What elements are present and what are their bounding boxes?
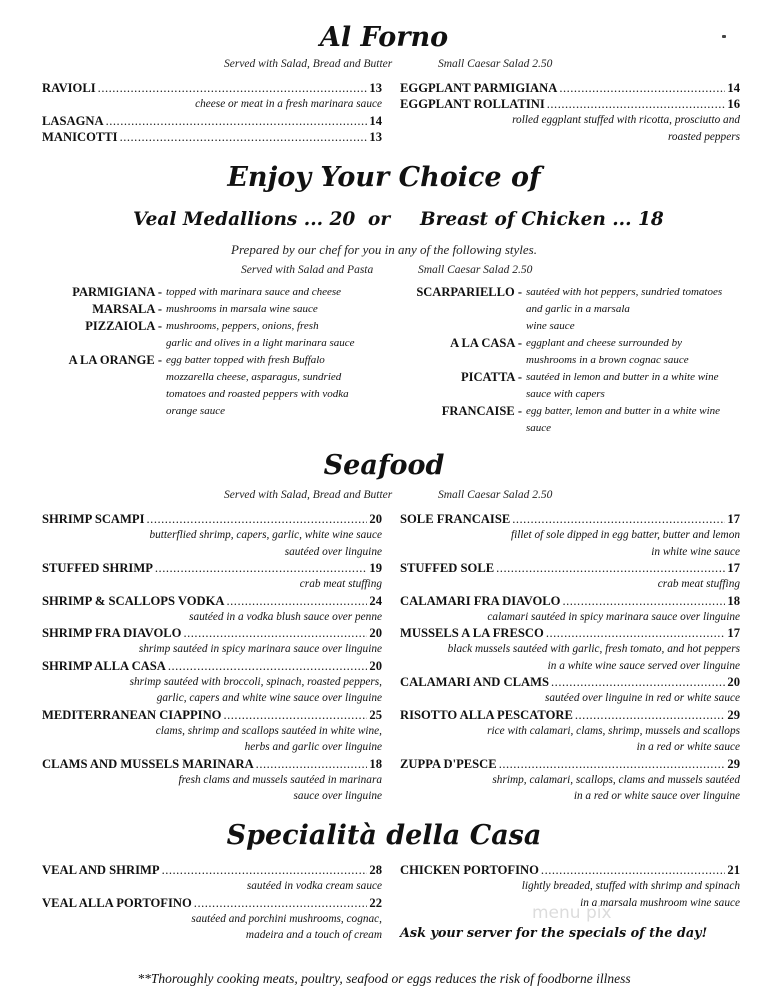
scan-speck xyxy=(722,35,726,38)
seafood-caesar-note: Small Caesar Salad 2.50 xyxy=(438,489,553,501)
preparation-style xyxy=(40,318,355,352)
menu-item-name: CALAMARI AND CLAMS xyxy=(400,675,550,689)
preparation-style-description-line: garlic and olives in a light marinara sauce xyxy=(166,337,355,349)
seafood-right-column xyxy=(400,511,740,805)
menu-item xyxy=(400,511,740,527)
preparation-style-description-line: sautéed with hot peppers, sundried tomatoes xyxy=(526,286,723,298)
menu-item-description: in a red or white sauce over linguine xyxy=(573,790,740,802)
menu-item-price: 29 xyxy=(727,756,740,771)
menu-item-price: 13 xyxy=(369,129,382,144)
dot-leader xyxy=(106,113,368,129)
preparation-style-name: PIZZAIOLA - xyxy=(85,319,162,333)
menu-item-price: 14 xyxy=(727,81,740,95)
menu-item-description: sautéed over linguine in red or white sauce xyxy=(544,692,740,704)
menu-item-price: 17 xyxy=(727,512,740,526)
al-forno-left-column xyxy=(42,80,382,145)
menu-item-name: SHRIMP ALLA CASA xyxy=(42,658,166,673)
menu-item-price: 14 xyxy=(369,113,382,128)
menu-item xyxy=(400,625,740,641)
menu-item-price: 28 xyxy=(369,863,382,877)
menu-item-name: EGGPLANT ROLLATINI xyxy=(400,97,545,111)
preparation-style-name: MARSALA - xyxy=(92,302,162,316)
menu-item xyxy=(400,756,740,772)
menu-item-description: sautéed over linguine xyxy=(284,545,382,558)
dot-leader xyxy=(562,593,725,609)
dot-leader xyxy=(547,96,726,112)
menu-item-name: RAVIOLI xyxy=(42,81,96,95)
preparation-style xyxy=(400,335,722,369)
dot-leader xyxy=(162,862,368,878)
preparation-style-description xyxy=(526,335,689,369)
menu-item xyxy=(400,96,740,112)
menu-item-description: shrimp sautéed in spicy marinara sauce over linguine xyxy=(138,643,382,655)
preparation-style-name: SCARPARIELLO - xyxy=(416,285,522,299)
preparation-style-description xyxy=(526,369,718,403)
preparation-style-description-line: orange sauce xyxy=(166,405,225,417)
menu-item-name: CALAMARI FRA DIAVOLO xyxy=(400,593,561,608)
preparation-style-description-line: topped with marinara sauce and cheese xyxy=(166,286,342,298)
menu-item-name: MEDITERRANEAN CIAPPINO xyxy=(42,707,222,722)
styles-left-column xyxy=(40,284,355,420)
menu-item-price: 25 xyxy=(369,707,382,722)
dot-leader xyxy=(120,129,368,145)
menu-item-description: in white wine sauce xyxy=(651,545,740,558)
dot-leader xyxy=(575,707,726,723)
preparation-style-description xyxy=(166,301,318,318)
menu-item-name: SHRIMP FRA DIAVOLO xyxy=(42,626,182,640)
preparation-style-description xyxy=(526,403,720,437)
menu-item-description: calamari sautéed in spicy marinara sauce over linguine xyxy=(487,610,740,623)
menu-item xyxy=(42,862,382,878)
menu-item-price: 21 xyxy=(727,863,740,877)
menu-item xyxy=(400,707,740,723)
menu-item-description: butterflied shrimp, capers, garlic, white wine sauce xyxy=(149,529,382,541)
menu-item-price: 18 xyxy=(727,593,740,608)
preparation-style-name: PICATTA - xyxy=(461,370,522,384)
dot-leader xyxy=(559,80,725,96)
menu-item-name: LASAGNA xyxy=(42,113,104,128)
dot-leader xyxy=(496,560,725,576)
menu-item xyxy=(42,895,382,911)
menu-item-price: 17 xyxy=(727,626,740,640)
menu-item xyxy=(400,593,740,609)
preparation-style-description-line: sauce with capers xyxy=(526,388,605,400)
menu-item-price: 19 xyxy=(369,561,382,575)
menu-item xyxy=(42,707,382,723)
menu-item-description: rolled eggplant stuffed with ricotta, prosciutto and xyxy=(512,114,740,126)
menu-item-description: black mussels sautéed with garlic, fresh tomato, and hot peppers xyxy=(447,643,740,655)
menu-item xyxy=(400,862,740,878)
preparation-style-description xyxy=(166,318,355,352)
menu-item-price: 24 xyxy=(369,593,382,608)
menu-item-name: SOLE FRANCAISE xyxy=(400,512,511,526)
menu-item-name: VEAL AND SHRIMP xyxy=(42,863,160,877)
dot-leader xyxy=(541,862,725,878)
al-forno-title: Al Forno xyxy=(319,22,449,53)
speciality-left-column xyxy=(42,862,382,944)
dot-leader xyxy=(155,560,368,576)
menu-item-name: CHICKEN PORTOFINO xyxy=(400,863,539,877)
menu-item-description: in a marsala mushroom wine sauce xyxy=(580,896,740,909)
dot-leader xyxy=(499,756,726,772)
dot-leader xyxy=(551,674,725,690)
menu-item-name: CLAMS AND MUSSELS MARINARA xyxy=(42,756,254,771)
preparation-style-description-line: tomatoes and roasted peppers with vodka xyxy=(166,388,349,400)
menu-item-name: STUFFED SHRIMP xyxy=(42,561,153,575)
dot-leader xyxy=(168,658,368,674)
preparation-style-description xyxy=(166,352,349,420)
seafood-title: Seafood xyxy=(323,450,445,481)
menu-item-name: MANICOTTI xyxy=(42,129,118,144)
dot-leader xyxy=(223,707,367,723)
menu-item-price: 20 xyxy=(369,512,382,526)
seafood-served-note: Served with Salad, Bread and Butter xyxy=(224,489,393,501)
or-label: or xyxy=(368,209,391,230)
preparation-style-description xyxy=(166,284,341,301)
preparation-style-name: A LA ORANGE - xyxy=(68,353,162,367)
dot-leader xyxy=(194,895,368,911)
menu-item-description: lightly breaded, stuffed with shrimp and spinach xyxy=(521,880,740,892)
preparation-style-description-line: mushrooms in a brown cognac sauce xyxy=(526,354,689,366)
preparation-style-description-line: egg batter topped with fresh Buffalo xyxy=(166,354,325,366)
menu-item-description: roasted peppers xyxy=(667,130,740,143)
menu-item-price: 17 xyxy=(727,561,740,575)
menu-item-name: MUSSELS A LA FRESCO xyxy=(400,626,544,640)
menu-item xyxy=(400,560,740,576)
menu-item-name: RISOTTO ALLA PESCATORE xyxy=(400,707,573,722)
menu-item-description: fresh clams and mussels sautéed in marinara xyxy=(178,773,382,786)
al-forno-right-column xyxy=(400,80,740,145)
preparation-style xyxy=(40,352,355,420)
menu-item-price: 22 xyxy=(369,895,382,910)
preparation-style xyxy=(400,369,722,403)
dot-leader xyxy=(512,511,725,527)
menu-item xyxy=(42,80,382,96)
preparation-style-description-line: sautéed in lemon and butter in a white wine xyxy=(526,371,719,383)
menu-item-name: ZUPPA D'PESCE xyxy=(400,756,497,771)
al-forno-served-note: Served with Salad, Bread and Butter xyxy=(224,58,393,70)
dot-leader xyxy=(546,625,726,641)
menu-item-description: sautéed in vodka cream sauce xyxy=(246,880,382,892)
veal-medallions-option: Veal Medallions ... 20 xyxy=(133,209,356,230)
menu-item-price: 29 xyxy=(727,707,740,722)
menu-item-description: herbs and garlic over linguine xyxy=(244,741,382,753)
watermark: menu pix xyxy=(532,903,612,923)
dot-leader xyxy=(256,756,368,772)
menu-item-price: 20 xyxy=(369,626,382,640)
dot-leader xyxy=(183,625,367,641)
menu-item xyxy=(42,593,382,609)
seafood-left-column xyxy=(42,511,382,805)
preparation-style-description-line: wine sauce xyxy=(526,320,575,332)
menu-item-description: sautéed in a vodka blush sauce over penne xyxy=(189,610,382,623)
preparation-style xyxy=(400,403,722,437)
menu-item-name: VEAL ALLA PORTOFINO xyxy=(42,895,192,910)
dot-leader xyxy=(147,511,368,527)
preparation-style-description-line: sauce xyxy=(526,422,552,434)
menu-item-description: crab meat stuffing xyxy=(657,578,740,590)
menu-item-price: 16 xyxy=(727,97,740,111)
menu-item-name: STUFFED SOLE xyxy=(400,561,495,575)
preparation-style-description-line: eggplant and cheese surrounded by xyxy=(526,337,683,349)
menu-item-description: shrimp sautéed with broccoli, spinach, roasted peppers, xyxy=(129,675,382,688)
breast-of-chicken-option: Breast of Chicken ... 18 xyxy=(420,209,664,230)
menu-item xyxy=(42,756,382,772)
menu-item-price: 20 xyxy=(727,675,740,689)
preparation-style-description-line: mozzarella cheese, asparagus, sundried xyxy=(166,371,342,383)
menu-item xyxy=(42,625,382,641)
menu-item-description: in a white wine sauce served over linguine xyxy=(547,659,740,672)
preparation-style xyxy=(40,301,355,318)
speciality-title: Specialità della Casa xyxy=(226,820,542,851)
menu-item-description: cheese or meat in a fresh marinara sauce xyxy=(195,98,382,110)
foodborne-illness-footnote: **Thoroughly cooking meats, poultry, seafood or eggs reduces the risk of foodborne illness xyxy=(137,971,631,986)
choice-served-note: Served with Salad and Pasta xyxy=(241,264,374,276)
preparation-style-name: A LA CASA - xyxy=(450,336,522,350)
menu-item xyxy=(42,560,382,576)
menu-item-description: garlic, capers and white wine sauce over linguine xyxy=(156,692,382,704)
specials-of-the-day-note: Ask your server for the specials of the day! xyxy=(400,926,708,941)
menu-item xyxy=(400,674,740,690)
styles-right-column xyxy=(400,284,722,437)
menu-item-price: 18 xyxy=(369,756,382,771)
menu-item-name: SHRIMP SCAMPI xyxy=(42,512,145,526)
menu-item-description: clams, shrimp and scallops sautéed in white wine, xyxy=(155,724,382,737)
preparation-style-description-line: egg batter, lemon and butter in a white wine xyxy=(526,405,721,417)
menu-item-price: 13 xyxy=(369,81,382,95)
al-forno-caesar-note: Small Caesar Salad 2.50 xyxy=(438,58,553,70)
preparation-style-description xyxy=(526,284,722,335)
menu-item xyxy=(400,80,740,96)
choice-caesar-note: Small Caesar Salad 2.50 xyxy=(418,264,533,276)
menu-item-description: sauce over linguine xyxy=(293,790,382,802)
preparation-style-description-line: mushrooms, peppers, onions, fresh xyxy=(166,320,319,332)
menu-item-name: SHRIMP & SCALLOPS VODKA xyxy=(42,593,225,608)
menu-item-description: fillet of sole dipped in egg batter, butter and lemon xyxy=(510,529,740,541)
preparation-style-name: FRANCAISE - xyxy=(441,404,522,418)
dot-leader xyxy=(227,593,368,609)
choice-title: Enjoy Your Choice of xyxy=(227,162,541,193)
menu-item-description: crab meat stuffing xyxy=(299,578,382,590)
menu-item xyxy=(42,129,382,145)
menu-item-description: madeira and a touch of cream xyxy=(245,929,382,941)
menu-item xyxy=(42,658,382,674)
menu-item-description: in a red or white sauce xyxy=(636,741,740,753)
preparation-style-description-line: mushrooms in marsala wine sauce xyxy=(166,303,318,315)
menu-item xyxy=(42,511,382,527)
prepared-note: Prepared by our chef for you in any of the following styles. xyxy=(231,242,537,257)
preparation-style-name: PARMIGIANA - xyxy=(72,285,162,299)
preparation-style xyxy=(400,284,722,335)
dot-leader xyxy=(98,80,368,96)
menu-item-description: sautéed and porchini mushrooms, cognac, xyxy=(191,912,382,925)
preparation-style-description-line: and garlic in a marsala xyxy=(526,303,630,315)
menu-item-description: rice with calamari, clams, shrimp, mussels and scallops xyxy=(487,724,740,737)
menu-item-price: 20 xyxy=(369,658,382,673)
preparation-style xyxy=(40,284,355,301)
menu-item-name: EGGPLANT PARMIGIANA xyxy=(400,81,558,95)
menu-item-description: shrimp, calamari, scallops, clams and mussels sautéed xyxy=(492,773,740,786)
menu-item xyxy=(42,113,382,129)
